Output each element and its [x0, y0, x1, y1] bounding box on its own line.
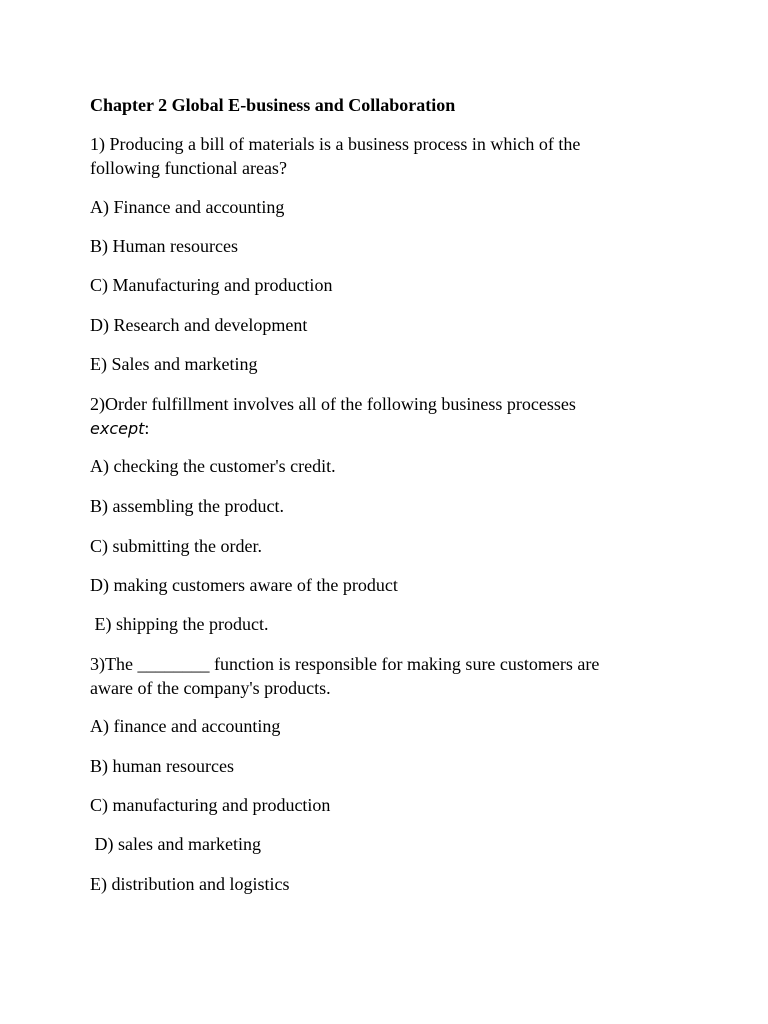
question-2-prompt-line-1: 2)Order fulfillment involves all of the following business processes	[90, 394, 576, 414]
question-2-option-a: A) checking the customer's credit.	[90, 456, 336, 476]
question-2-option-d: D) making customers aware of the product	[90, 575, 398, 595]
question-2-option-e: E) shipping the product.	[90, 614, 269, 634]
question-1-prompt-line-2: following functional areas?	[90, 158, 287, 178]
question-1-prompt-line-1: 1) Producing a bill of materials is a business process in which of the	[90, 134, 581, 154]
question-3-option-a: A) finance and accounting	[90, 716, 281, 736]
question-2-prompt-line-2	[90, 417, 149, 440]
document-title: Chapter 2 Global E-business and Collaboration	[90, 95, 456, 115]
question-1-option-b: B) Human resources	[90, 236, 238, 256]
question-3-prompt-line-1: 3)The ________ function is responsible for making sure customers are	[90, 654, 600, 674]
question-3-option-e: E) distribution and logistics	[90, 874, 290, 894]
question-2-option-b: B) assembling the product.	[90, 496, 284, 516]
question-3-option-c: C) manufacturing and production	[90, 795, 331, 815]
question-3-option-d: D) sales and marketing	[90, 834, 261, 854]
question-3-option-b: B) human resources	[90, 756, 234, 776]
question-2-emphasis-suffix: :	[144, 418, 150, 438]
question-1-option-c: C) Manufacturing and production	[90, 275, 333, 295]
question-1-option-a: A) Finance and accounting	[90, 197, 285, 217]
question-3-prompt-line-2: aware of the company's products.	[90, 678, 331, 698]
question-2-option-c: C) submitting the order.	[90, 536, 262, 556]
question-1-option-e: E) Sales and marketing	[90, 354, 258, 374]
question-2-emphasis: except	[90, 419, 145, 438]
question-1-option-d: D) Research and development	[90, 315, 308, 335]
